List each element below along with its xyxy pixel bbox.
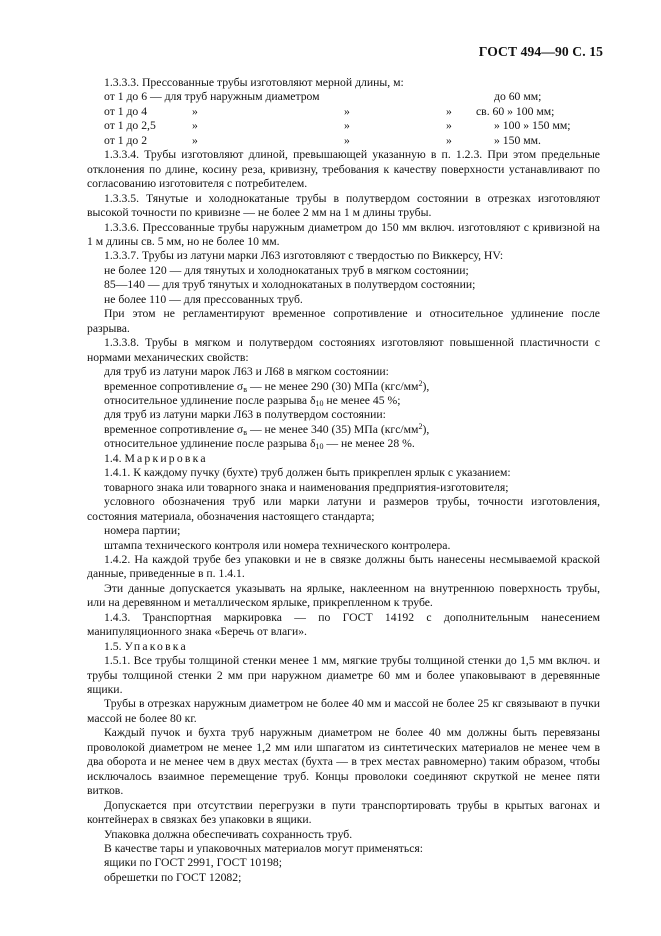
length-row-4-ditto-1: » [192,133,198,147]
length-row-2-value: св. 60 » 100 мм; [476,104,555,118]
hardness-note: При этом не регламентируют временное сопротивление и относительное удлинение после разрыва. [87,307,600,335]
length-row-1-value: до 60 мм; [494,90,542,104]
paragraph-1-4-2: 1.4.2. На каждой трубе без упаковки и не в связке должны быть нанесены несмываемой краской данные, приведенные в п. 1.4.1. [87,552,600,581]
length-row-4-range: от 1 до 2 [104,133,148,147]
paragraph-1-3-3-8: 1.3.3.8. Трубы в мягком и полутвердом состояниях изготовляют повышенной пластичности с нормами механических свойств: [87,336,600,364]
length-row-3-ditto-3: » [446,119,452,133]
length-row-4-ditto-3: » [446,133,452,147]
label-item-trademark: товарного знака или товарного знака и наименования предприятия-изготовителя; [104,480,509,494]
paragraph-1-3-3-5: 1.3.3.5. Тянутые и холоднокатаные трубы в полутвердом состоянии в отрезках изготовляют высокой точности по кривизне — не более 2 мм на 1 м длины трубы. [87,191,600,220]
length-row-2-ditto-3: » [446,104,452,118]
section-heading-marking: 1.4. Маркировка [104,451,208,465]
paragraph-1-4-3: 1.4.3. Транспортная маркировка — по ГОСТ 14192 с дополнительным нанесением манипуляционного знака «Беречь от влаги». [87,610,600,639]
hardness-item-half-hard: 85—140 — для труб тянутых и холоднокатаных в полутвердом состоянии; [104,278,476,292]
length-row-4-value: » 150 мм. [494,133,541,147]
length-row-3-ditto-2: » [344,119,350,133]
soft-elongation: относительное удлинение после разрыва $\delta_{10}$ не менее 45 %; [104,393,401,408]
length-row-3-ditto-1: » [192,119,198,133]
length-row-3-value: » 100 » 150 мм; [494,119,571,133]
length-row-2-range: от 1 до 4 [104,104,148,118]
packing-material-crates: обрешетки по ГОСТ 12082; [104,870,242,884]
length-row-3-range: от 1 до 2,5 [104,119,156,133]
document-body [87,76,600,885]
packing-safety: Упаковка должна обеспечивать сохранность труб. [104,827,353,841]
page-header: ГОСТ 494—90 С. 15 [478,44,603,59]
paragraph-1-3-3-4: 1.3.3.4. Трубы изготовляют длиной, превышающей указанную в п. 1.2.3. При этом предельные отклонения по длине, косину реза, кривизну, требования к качеству поверхности устанавливают по согласованию изготовителя с потребителем. [87,148,600,191]
paragraph-1-5-1: 1.5.1. Все трубы толщиной стенки менее 1 мм, мягкие трубы толщиной стенки до 1,5 мм включ. и трубы толщиной стенки 2 мм при наружном диаметре 60 мм и более упаковывают в деревянные ящики. [87,654,600,697]
length-row-4-ditto-2: » [344,133,350,147]
label-item-lot: номера партии; [104,524,181,538]
half-hard-tensile-strength: временное сопротивление $\sigma_в$ — не менее 340 (35) МПа $(кгс/мм^2)$, [104,421,430,437]
paragraph-1-4-2-note: Эти данные допускается указывать на ярлыке, наклеенном на внутреннюю поверхность трубы, или на деревянном и металлическом ярлыке, прикрепленном к трубе. [87,581,600,610]
packing-material-boxes: ящики по ГОСТ 2991, ГОСТ 10198; [104,856,283,870]
paragraph-1-4-1: 1.4.1. К каждому пучку (бухте) труб должен быть прикреплен ярлык с указанием: [104,466,511,480]
section-heading-packing: 1.5. Упаковка [104,639,188,653]
half-hard-brass-heading: для труб из латуни марки Л63 в полутвердом состоянии: [104,408,386,422]
packing-transport: Допускается при отсутствии перегрузки в пути транспортировать трубы в крытых вагонах и контейнерах в связках без упаковки в ящики. [87,798,600,827]
packing-materials: В качестве тары и упаковочных материалов могут применяться: [104,842,424,856]
length-table [87,90,600,148]
soft-brass-heading: для труб из латуни марок Л63 и Л68 в мягком состоянии: [104,365,389,379]
packing-bundles: Трубы в отрезках наружным диаметром не более 40 мм и массой не более 25 кг связывают в пучки массой не более 80 кг. [87,697,600,725]
paragraph-1-3-3-6: 1.3.3.6. Прессованные трубы наружным диаметром до 150 мм включ. изготовляют с кривизной на 1 м длины св. 5 мм, но не более 10 мм. [87,220,600,248]
hardness-item-pressed: не более 110 — для прессованных труб. [104,292,303,306]
paragraph-1-3-3-7: 1.3.3.7. Трубы из латуни марки Л63 изготовляют с твердостью по Виккерсу, HV: [104,249,504,263]
paragraph-1-3-3-3: 1.3.3.3. Прессованные трубы изготовляют мерной длины, м: [104,76,404,89]
half-hard-elongation: относительное удлинение после разрыва $\delta_{10}$ — не менее 28 %. [104,437,415,452]
hardness-item-soft: не более 120 — для тянутых и холоднокатаных труб в мягком состоянии; [104,263,469,277]
length-row-1-range: от 1 до 6 — для труб наружным диаметром [104,90,320,104]
label-item-stamp: штампа технического контроля или номера технического контролера. [104,538,451,552]
length-row-2-ditto-1: » [192,104,198,118]
soft-tensile-strength: временное сопротивление $\sigma_в$ — не менее 290 (30) МПа $(кгс/мм^2)$, [104,378,430,394]
label-item-designation: условного обозначения труб или марки латуни и размеров трубы, точности изготовления, состояния материала, обозначения настоящего стандарта; [87,495,600,523]
packing-tying: Каждый пучок и бухта труб наружным диаметром не более 40 мм должны быть перевязаны проволокой диаметром не менее 1,2 мм или шпагатом из синтетических материалов не менее чем в два оборота и не менее чем в двух местах (бухта — в трех местах равномерно) таким образом, чтобы исключалось взаимное перемещение труб. Концы проволоки соединяют скруткой не менее пяти витков. [87,726,600,798]
length-row-2-ditto-2: » [344,104,350,118]
